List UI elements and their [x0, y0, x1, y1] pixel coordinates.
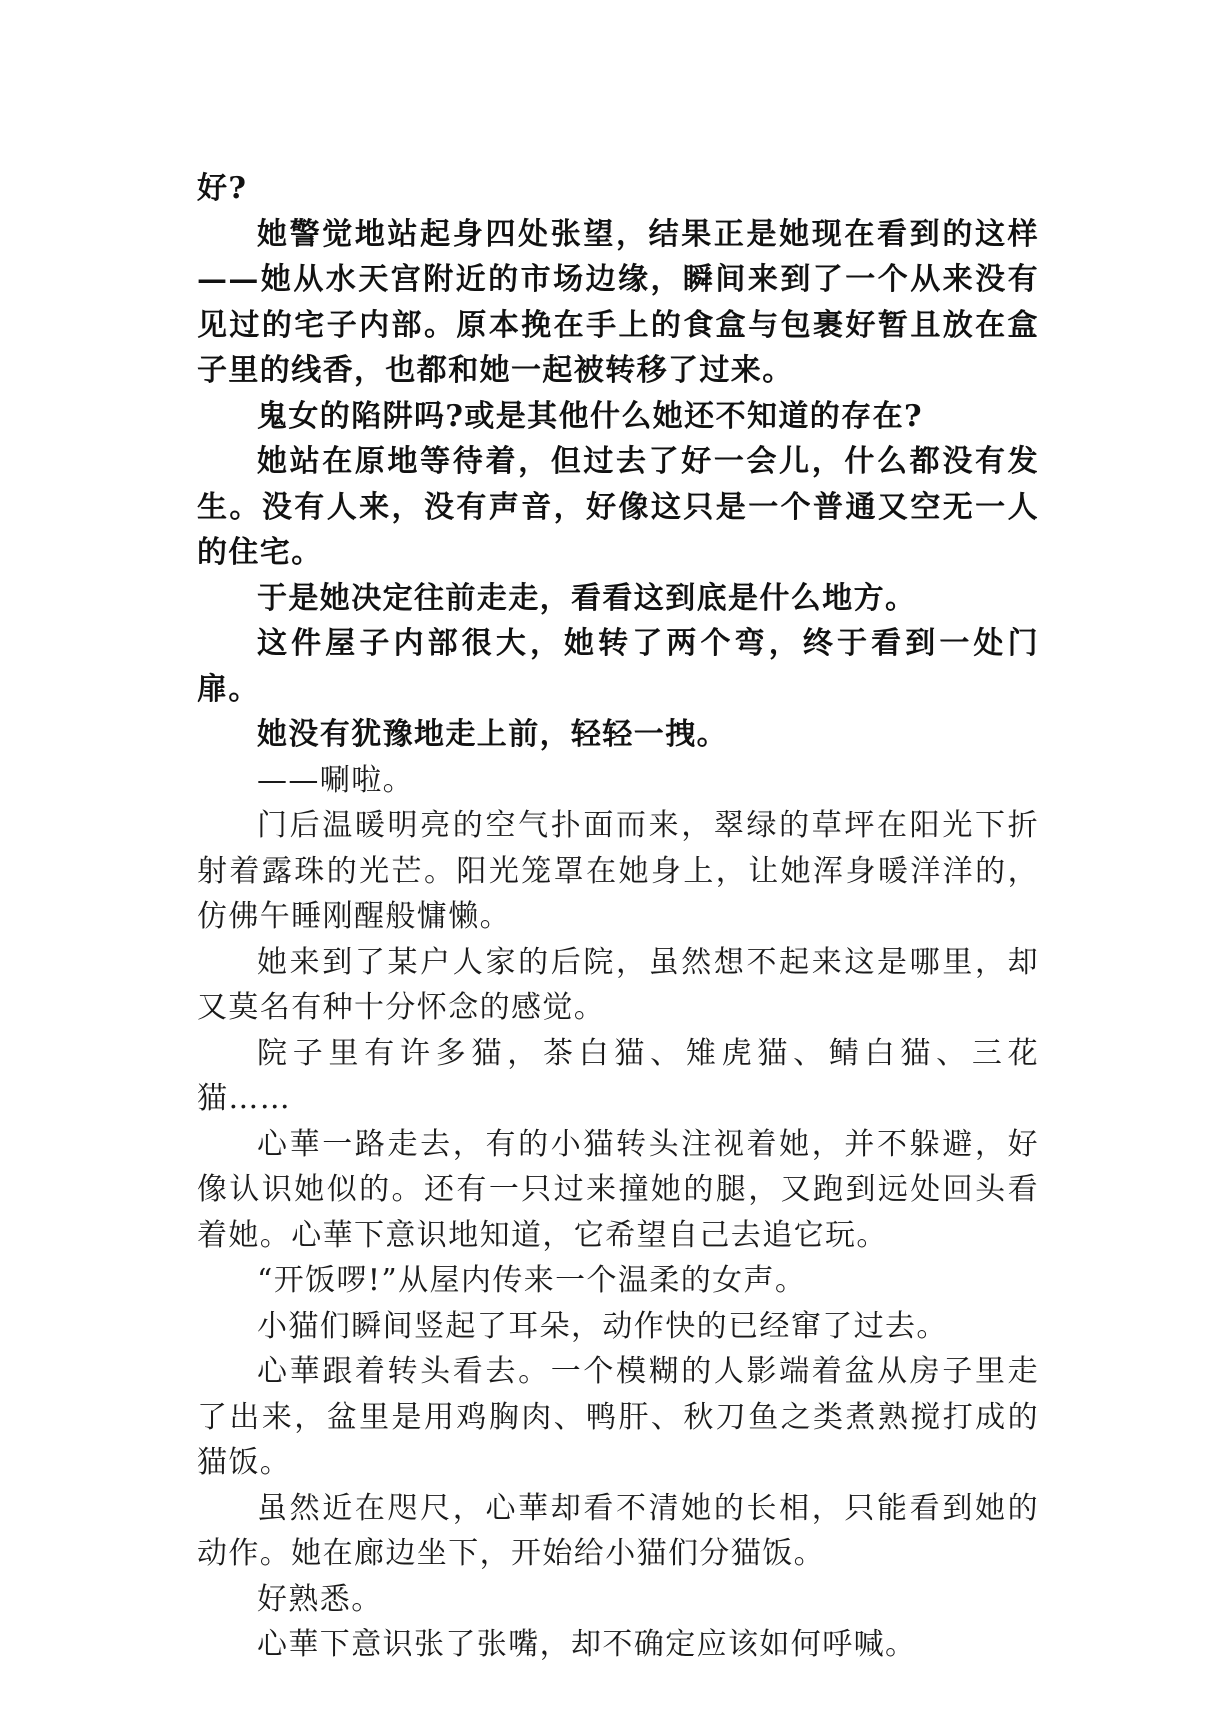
paragraph-18: 心華下意识张了张嘴，却不确定应该如何呼喊。	[257, 1627, 917, 1662]
paragraph-12: 心華一路走去，有的小猫转头注视着她，并不躲避，好像认识她似的。还有一只过来撞她的腿，又跑到远处回头看着她。心華下意识地知道，它希望自己去追它玩。	[197, 1126, 1039, 1253]
paragraph-15: 心華跟着转头看去。一个模糊的人影端着盆从房子里走了出来，盆里是用鸡胸肉、鸭肝、秋刀鱼之类煮熟搅打成的猫饭。	[197, 1354, 1039, 1480]
paragraph-8: ——唰啦。	[257, 762, 414, 798]
paragraph-13: “开饭啰!”从屋内传来一个温柔的女声。	[257, 1263, 807, 1298]
text-body	[197, 166, 1039, 1668]
paragraph-14: 小猫们瞬间竖起了耳朵，动作快的已经窜了过去。	[257, 1308, 948, 1344]
paragraph-17: 好熟悉。	[257, 1581, 383, 1617]
paragraph-4: 她站在原地等待着，但过去了好一会儿，什么都没有发生。没有人来，没有声音，好像这只是一个普通又空无一人的住宅。	[197, 444, 1039, 570]
paragraph-3: 鬼女的陷阱吗?或是其他什么她还不知道的存在?	[257, 398, 923, 434]
paragraph-11: 院子里有许多猫，茶白猫、雉虎猫、鲭白猫、三花猫……	[197, 1035, 1039, 1116]
paragraph-9: 门后温暖明亮的空气扑面而来，翠绿的草坪在阳光下折射着露珠的光芒。阳光笼罩在她身上，让她浑身暖洋洋的，仿佛午睡刚醒般慵懒。	[197, 808, 1039, 934]
paragraph-10: 她来到了某户人家的后院，虽然想不起来这是哪里，却又莫名有种十分怀念的感觉。	[197, 944, 1039, 1025]
paragraph-6: 这件屋子内部很大，她转了两个弯，终于看到一处门扉。	[197, 626, 1039, 707]
paragraph-16: 虽然近在咫尺，心華却看不清她的长相，只能看到她的动作。她在廊边坐下，开始给小猫们分猫饭。	[197, 1490, 1039, 1571]
paragraph-5: 于是她决定往前走走，看看这到底是什么地方。	[257, 580, 917, 616]
paragraph-7: 她没有犹豫地走上前，轻轻一拽。	[257, 717, 728, 752]
paragraph-1: 好?	[197, 171, 248, 206]
paragraph-2: 她警觉地站起身四处张望，结果正是她现在看到的这样——她从水天宫附近的市场边缘，瞬间来到了一个从来没有见过的宅子内部。原本挽在手上的食盒与包裹好暂且放在盒子里的线香，也都和她一起被转移了过来。	[197, 216, 1039, 388]
